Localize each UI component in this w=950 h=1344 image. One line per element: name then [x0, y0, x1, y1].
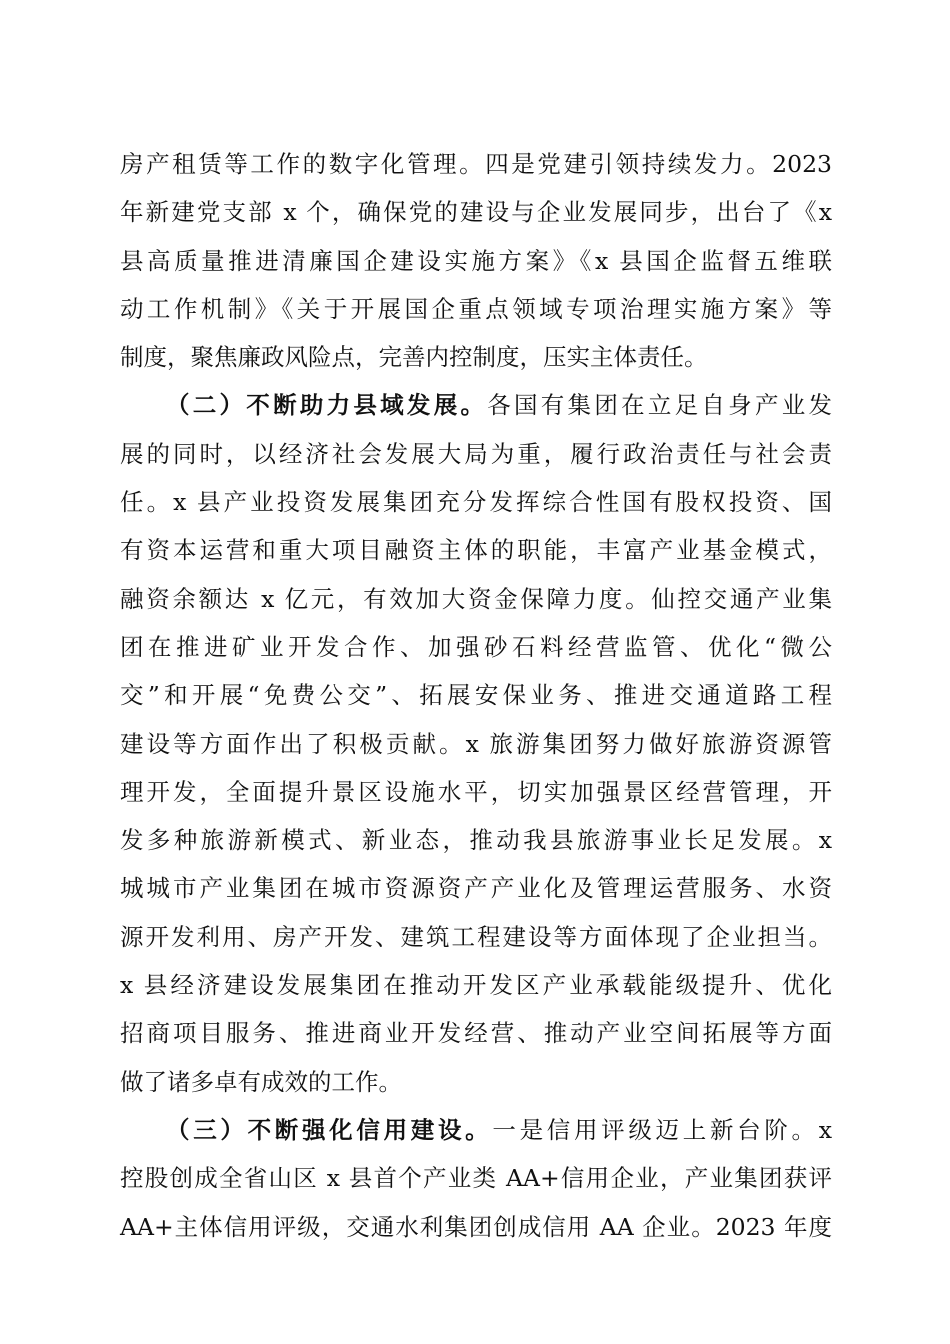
paragraph-line: 房产租赁等工作的数字化管理。四是党建引领持续发力。2023 [120, 150, 832, 178]
section-text: 各国有集团在立足自身产业发 [487, 391, 832, 420]
section-first-line [120, 1106, 832, 1154]
paragraph-line: 县高质量推进清廉国企建设实施方案》《x 县国企监督五维联 [120, 246, 832, 275]
section-heading: （二）不断助力县域发展。 [166, 391, 488, 420]
paragraph-line: 任。x 县产业投资发展集团充分发挥综合性国有股权投资、国 [120, 488, 832, 517]
document-body [120, 140, 832, 1251]
paragraph-line: 制度，聚焦廉政风险点，完善内控制度，压实主体责任。 [120, 343, 708, 372]
paragraph-line: 展的同时，以经济社会发展大局为重，履行政治责任与社会责 [120, 439, 832, 468]
paragraph-line: 建设等方面作出了积极贡献。x 旅游集团努力做好旅游资源管 [120, 729, 832, 758]
paragraph-line: 做了诸多卓有成效的工作。 [120, 1067, 402, 1096]
paragraph-line: 动工作机制》《关于开展国企重点领域专项治理实施方案》等 [120, 294, 832, 323]
paragraph-line: 融资余额达 x 亿元，有效加大资金保障力度。仙控交通产业集 [120, 584, 832, 613]
section-heading: （三）不断强化信用建设。 [166, 1115, 493, 1144]
paragraph-line: 有资本运营和重大项目融资主体的职能，丰富产业基金模式， [120, 536, 832, 565]
paragraph-line: 控股创成全省山区 x 县首个产业类 AA+信用企业，产业集团获评 [120, 1164, 832, 1193]
section-text: 一是信用评级迈上新台阶。x [492, 1115, 832, 1144]
paragraph-line: 源开发利用、房产开发、建筑工程建设等方面体现了企业担当。 [120, 922, 832, 951]
paragraph-line: 年新建党支部 x 个，确保党的建设与企业发展同步，出台了《x [120, 198, 832, 227]
section-first-line [120, 381, 832, 429]
paragraph-line: 团在推进矿业开发合作、加强砂石料经营监管、优化“微公 [120, 632, 832, 661]
paragraph-line: x 县经济建设发展集团在推动开发区产业承载能级提升、优化 [120, 971, 832, 1000]
paragraph-line: 城城市产业集团在城市资源资产产业化及管理运营服务、水资 [120, 874, 832, 903]
paragraph-line: AA+主体信用评级，交通水利集团创成信用 AA 企业。2023 年度 [120, 1212, 832, 1241]
paragraph-line: 交”和开展“免费公交”、拓展安保业务、推进交通道路工程 [120, 681, 832, 710]
paragraph-line: 发多种旅游新模式、新业态，推动我县旅游事业长足发展。x [120, 826, 832, 855]
paragraph-line: 招商项目服务、推进商业开发经营、推动产业空间拓展等方面 [120, 1019, 832, 1048]
paragraph-line: 理开发，全面提升景区设施水平，切实加强景区经营管理，开 [120, 777, 832, 806]
